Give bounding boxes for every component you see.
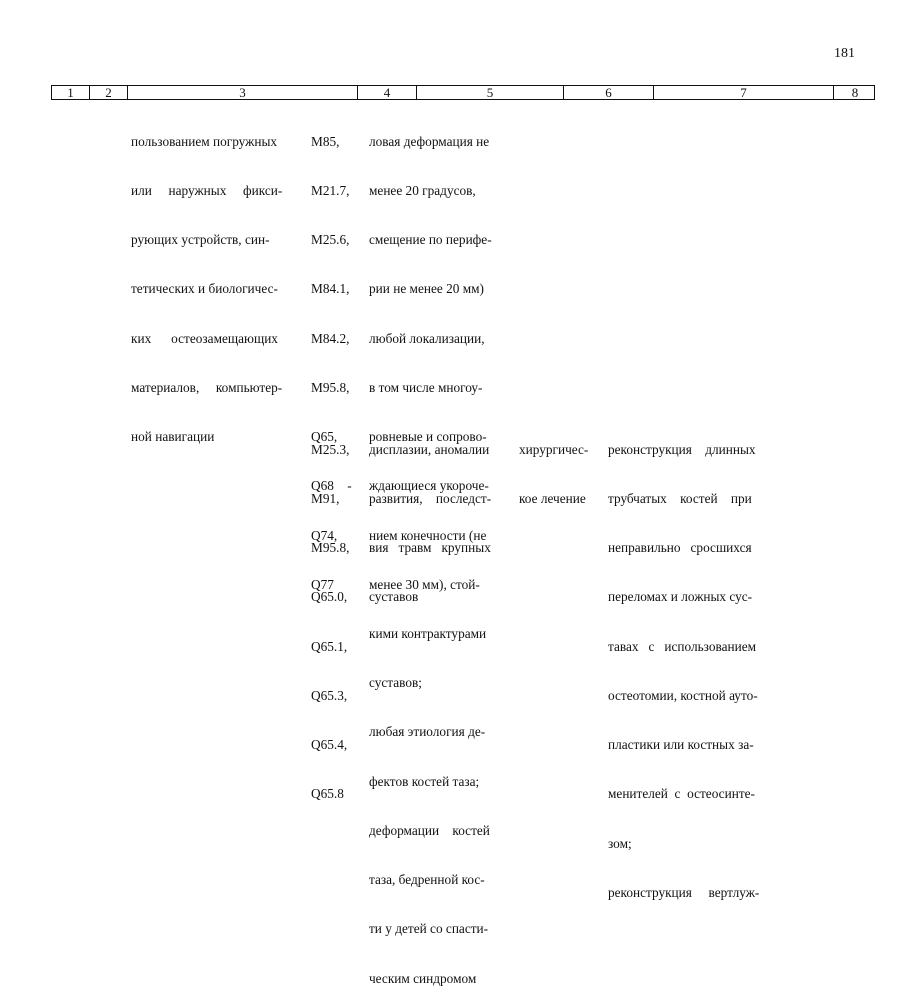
- icd-code: Q65.3,: [311, 687, 348, 703]
- header-col-3: 3: [128, 86, 358, 99]
- col7-line: зом;: [608, 835, 632, 851]
- header-col-4: 4: [358, 86, 417, 99]
- col5-line: деформации костей: [369, 822, 490, 838]
- icd-code: Q65.4,: [311, 737, 348, 753]
- col5-line: рии не менее 20 мм): [369, 281, 484, 297]
- col5-line: кими контрактурами: [369, 626, 487, 641]
- icd-code: M25.3,: [311, 441, 350, 457]
- icd-code: M84.1,: [311, 281, 350, 297]
- col5-line: вия травм крупных: [369, 540, 491, 556]
- icd-code: M84.2,: [311, 330, 350, 346]
- col4-block2: [311, 409, 349, 819]
- col5-line: ровневые и сопрово-: [369, 429, 487, 445]
- icd-code: Q68 -: [311, 478, 352, 494]
- icd-code: M91,: [311, 491, 340, 507]
- col5-line: суставов;: [369, 675, 422, 691]
- col5-line: фектов костей таза;: [369, 773, 480, 789]
- icd-code: Q65.1,: [311, 638, 348, 654]
- icd-code: Q77: [311, 576, 334, 592]
- col7-line: остеотомии, костной ауто-: [608, 687, 758, 703]
- col3-block1: [131, 101, 282, 462]
- col3-line: тетических и биологичес-: [131, 281, 278, 297]
- col5-line: ческим синдромом: [369, 970, 477, 986]
- icd-code: M21.7,: [311, 183, 350, 199]
- icd-code: M25.6,: [311, 232, 350, 248]
- col3-line: пользованием погружных: [131, 133, 278, 149]
- icd-code: M85,: [311, 133, 340, 149]
- table-header-row: [51, 85, 875, 100]
- col7-line: реконструкция длинных: [608, 441, 756, 457]
- col7-line: пластики или костных за-: [608, 737, 754, 753]
- page-number: 181: [834, 46, 855, 61]
- col7-line: менителей с остеосинте-: [608, 786, 755, 802]
- col5-line: дисплазии, аномалии: [369, 441, 490, 457]
- col7-line: неправильно сросшихся: [608, 540, 752, 556]
- col3-line: ких остеозамещающих: [131, 330, 278, 346]
- col7-line: тавах с использованием: [608, 638, 757, 654]
- header-col-8: 8: [851, 85, 859, 100]
- col5-line: нием конечности (не: [369, 527, 487, 543]
- icd-code: M95.8,: [311, 540, 350, 556]
- icd-code: Q65.0,: [311, 589, 348, 605]
- col5-line: таза, бедренной кос-: [369, 872, 485, 888]
- col5-line: развития, последст-: [369, 491, 492, 507]
- col7-line: трубчатых костей при: [608, 491, 752, 507]
- col7-line: реконструкция вертлуж-: [608, 884, 760, 900]
- col5-line: ти у детей со спасти-: [369, 921, 489, 937]
- icd-code: M95.8,: [311, 379, 350, 395]
- col6-line: хирургичес-: [519, 441, 589, 457]
- icd-code: Q65.8: [311, 786, 344, 802]
- col5-line: любая этиология де-: [369, 724, 486, 740]
- header-col-7: 7: [654, 86, 834, 99]
- col6-block2: [519, 409, 588, 524]
- col3-line: или наружных фикси-: [131, 183, 283, 199]
- col7-line: переломах и ложных сус-: [608, 589, 753, 605]
- col6-line: кое лечение: [519, 491, 586, 507]
- header-col-6: 6: [564, 86, 654, 99]
- col5-line: суставов: [369, 589, 419, 605]
- icd-code: Q65,: [311, 429, 338, 445]
- header-col-2: 2: [90, 86, 128, 99]
- col5-line: ждающиеся укороче-: [369, 478, 489, 494]
- col5-line: любой локализации,: [369, 330, 485, 346]
- header-col-5: 5: [417, 86, 564, 99]
- col5-line: в том числе многоу-: [369, 379, 483, 395]
- col7-block2: [608, 409, 759, 918]
- col3-line: материалов, компьютер-: [131, 379, 283, 395]
- col3-line: ной навигации: [131, 429, 215, 445]
- icd-code: Q74,: [311, 527, 338, 543]
- header-col-1: 1: [52, 86, 90, 99]
- col5-line: смещение по перифе-: [369, 232, 492, 248]
- col5-block2: [369, 409, 491, 622]
- col5-line: менее 30 мм), стой-: [369, 576, 480, 592]
- col5-line: менее 20 градусов,: [369, 183, 476, 199]
- col3-line: рующих устройств, син-: [131, 232, 270, 248]
- col5-line: ловая деформация не: [369, 133, 490, 149]
